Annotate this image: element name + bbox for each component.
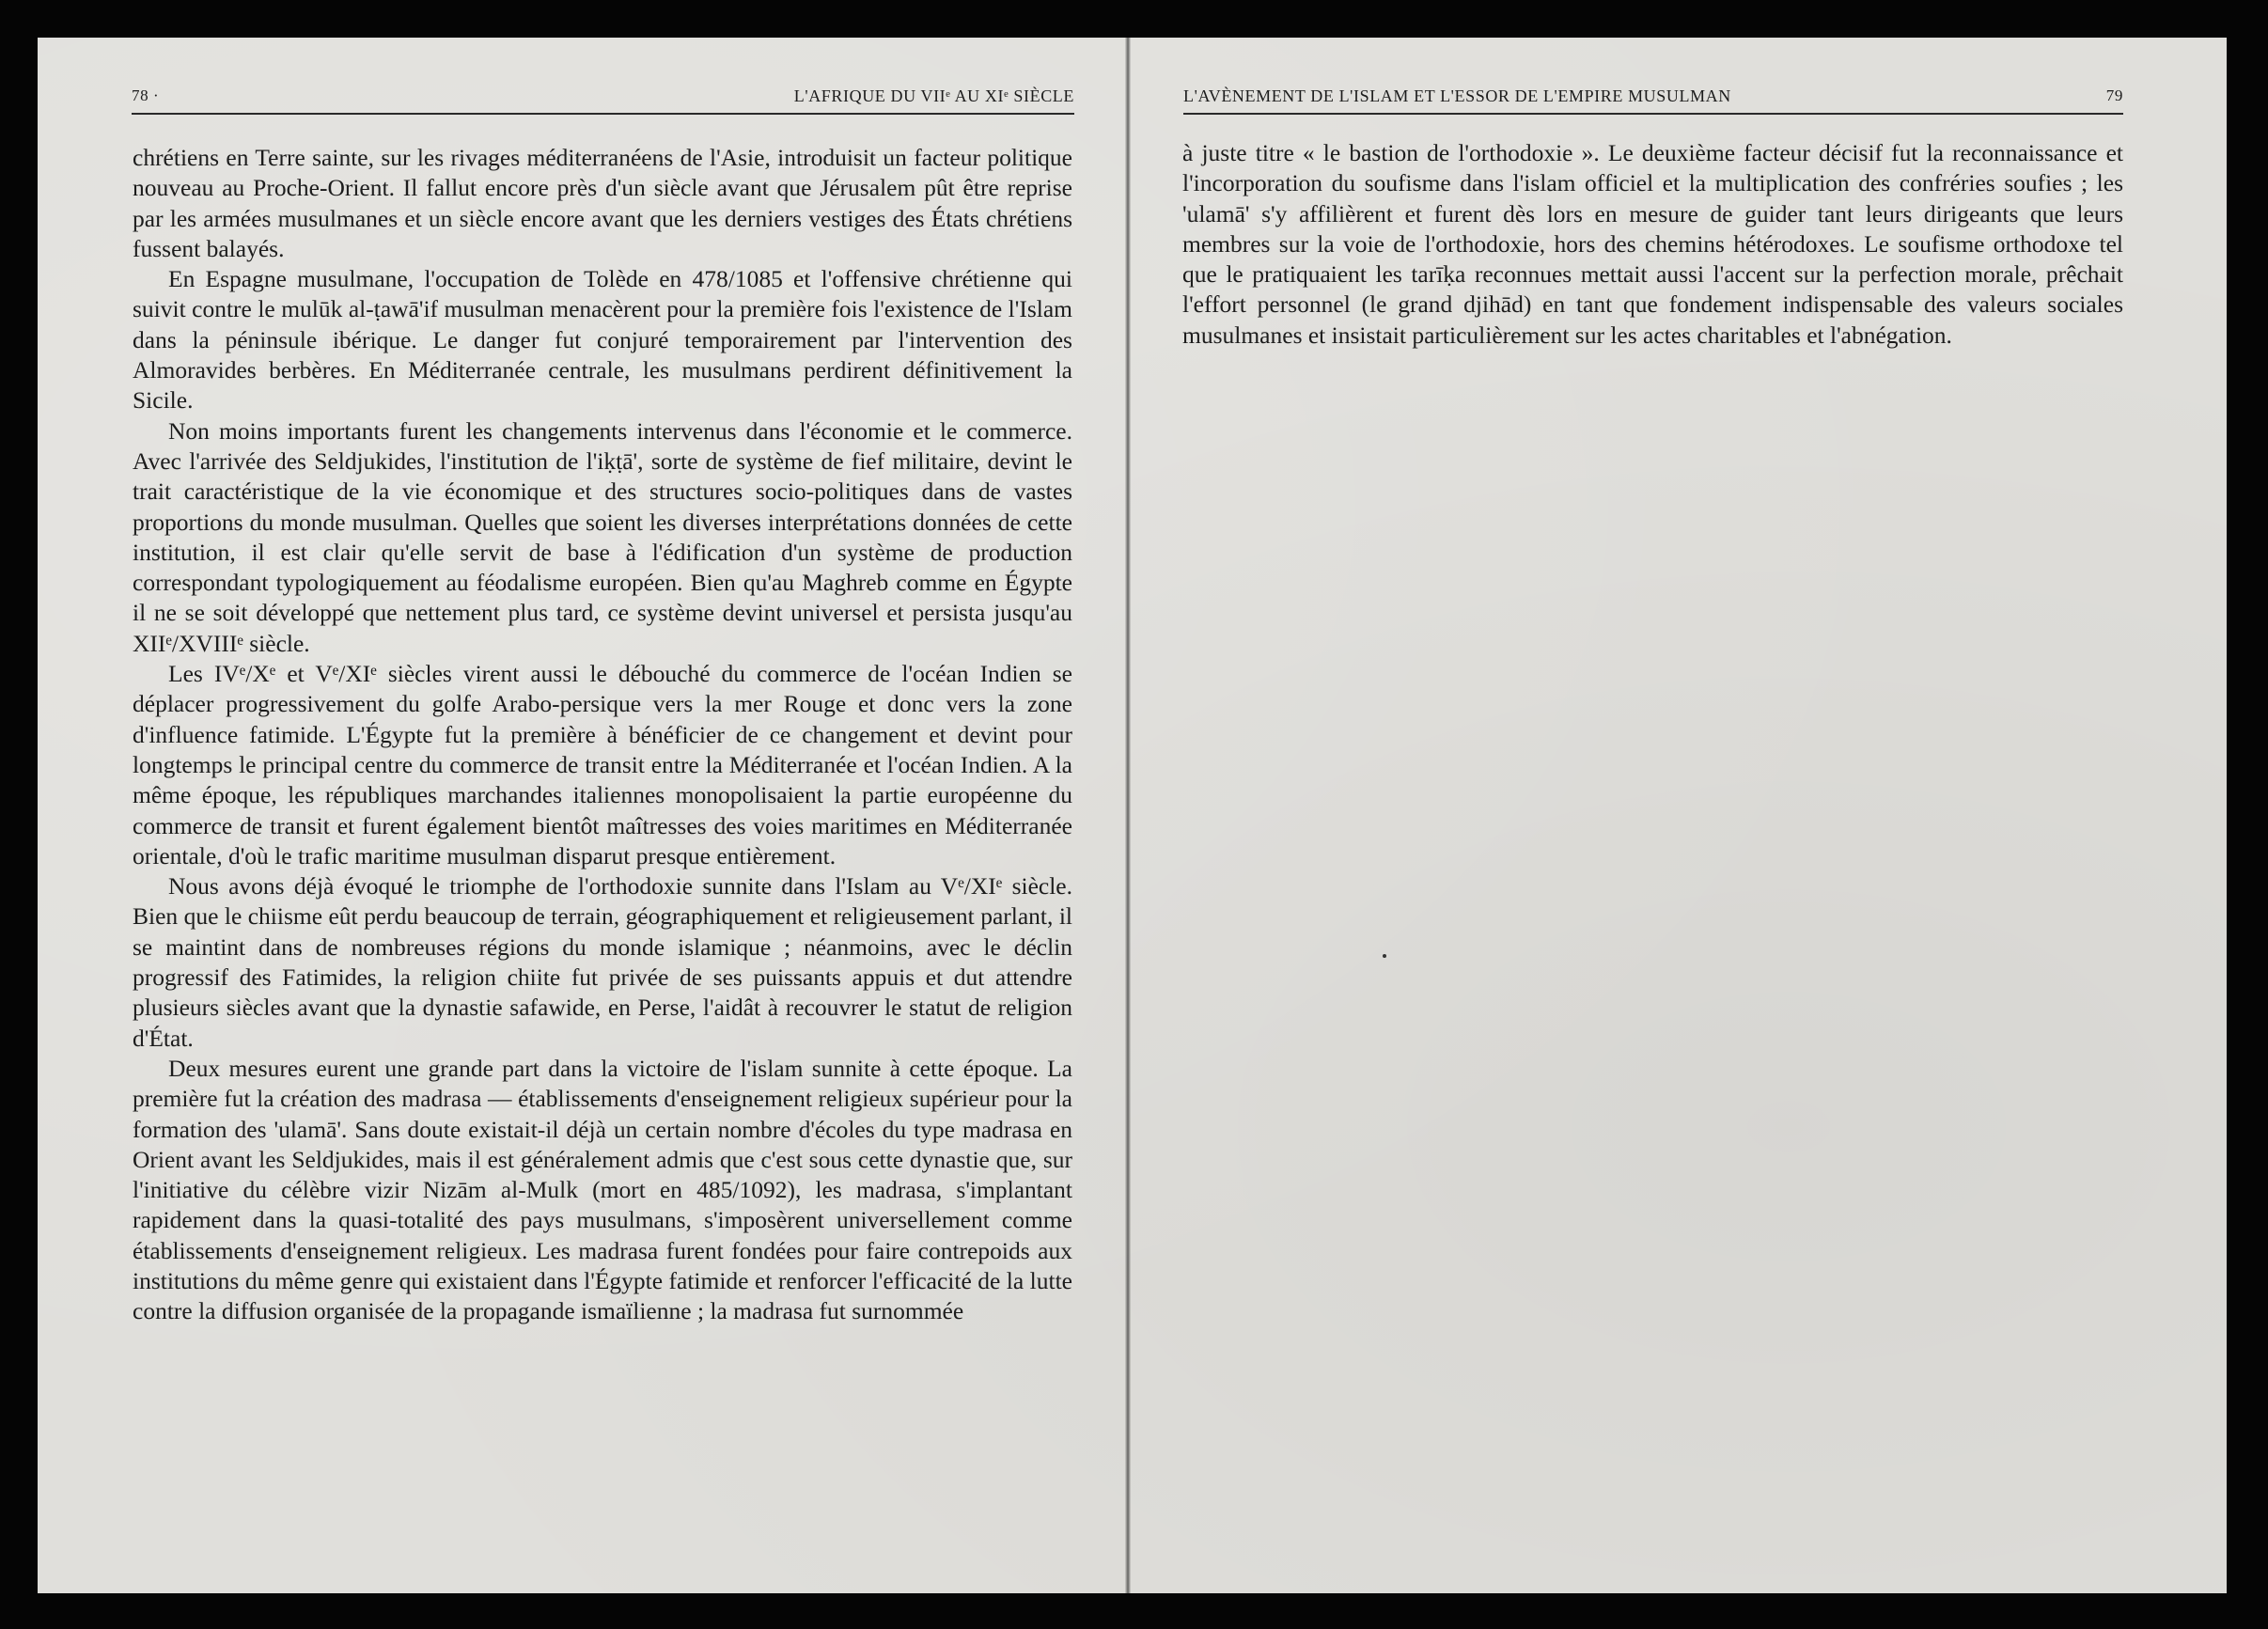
running-head-title-right: L'AVÈNEMENT DE L'ISLAM ET L'ESSOR DE L'EMPIRE MUSULMAN [1183, 86, 1731, 105]
book-spread [38, 38, 2227, 1593]
paragraph: Les IVᵉ/Xᵉ et Vᵉ/XIᵉ siècles virent aussi le débouché du commerce de l'océan Indien se déplacer progressivement du golfe Arabo-persique vers la mer Rouge et donc vers la zone d'influence fatimide. L'Égypte fut la première à bénéficier de ce changement et devint pour longtemps le principal centre du commerce de transit entre la Méditerranée et l'océan Indien. A la même époque, les républiques marchandes italiennes monopolisaient la partie européenne du commerce de transit et furent également bientôt maîtresses des voies maritimes en Méditerranée orientale, d'où le trafic maritime musulman disparut presque entièrement. [133, 660, 1072, 869]
body-text-left [133, 143, 1072, 1327]
paragraph: Non moins importants furent les changements intervenus dans l'économie et le commerce. Avec l'arrivée des Seldjukides, l'institution de l'iḳṭā', sorte de système de fief militaire, devint le trait caractéristique de la vie économique et des structures socio-politiques dans de vastes proportions du monde musulman. Quelles que soient les diverses interprétations données de cette institution, il est clair qu'elle servit de base à l'édification d'un système de production correspondant typologiquement au féodalisme européen. Bien qu'au Maghreb comme en Égypte il ne se soit développé que nettement plus tard, ce système devint universel et persista jusqu'au XIIᵉ/XVIIIᵉ siècle. [133, 416, 1072, 657]
paragraph: Deux mesures eurent une grande part dans la victoire de l'islam sunnite à cette époque. La première fut la création des madrasa — établissements d'enseignement religieux supérieur pour la formation des 'ulamā'. Sans doute existait-il déjà un certain nombre d'écoles du type madrasa en Orient avant les Seldjukides, mais il est généralement admis que c'est sous cette dynastie que, sur l'initiative du célèbre vizir Nizām al-Mulk (mort en 485/1092), les madrasa, s'implantant rapidement dans la quasi-totalité des pays musulmans, s'imposèrent universellement comme établissements d'enseignement religieux. Les madrasa furent fondées pour faire contrepoids aux institutions du même genre qui existaient dans l'Égypte fatimide et renforcer l'efficacité de la lutte contre la diffusion organisée de la propagande ismaïlienne ; la madrasa fut surnommée [133, 1054, 1072, 1325]
paragraph: chrétiens en Terre sainte, sur les rivages méditerranéens de l'Asie, introduisit un facteur politique nouveau au Proche-Orient. Il fallut encore près d'un siècle avant que Jérusalem pût être reprise par les armées musulmanes et un siècle encore avant que les derniers vestiges des États chrétiens fussent balayés. [133, 144, 1072, 262]
body-text-right [1182, 138, 2123, 351]
paragraph: Nous avons déjà évoqué le triomphe de l'orthodoxie sunnite dans l'Islam au Vᵉ/XIᵉ siècle. Bien que le chiisme eût perdu beaucoup de terrain, géographiquement et religieusement parlant, il se maintint dans de nombreuses régions du monde islamique ; néanmoins, avec le déclin progressif des Fatimides, la religion chiite fut privée de ses puissants appuis et dut attendre plusieurs siècles avant que la dynastie safawide, en Perse, l'aidât à recouvrer le statut de religion d'État. [133, 872, 1072, 1052]
right-page [1131, 38, 2227, 1593]
page-number-right: 79 [2105, 86, 2123, 104]
running-head-right [1183, 86, 2123, 115]
paper-speck [1383, 954, 1386, 958]
paragraph: à juste titre « le bastion de l'orthodoxie ». Le deuxième facteur décisif fut la reconnaissance et l'incorporation du soufisme dans l'islam officiel et la multiplication des confréries soufies ; les 'ulamā' s'y affilièrent et furent dès lors en mesure de guider tant leurs dirigeants que leurs membres sur la voie de l'orthodoxie, hors des chemins hétérodoxes. Le soufisme orthodoxe tel que le pratiquaient les tarīḳa reconnues mettait aussi l'accent sur la perfection morale, prêchait l'effort personnel (le grand djihād) en tant que fondement indispensable des valeurs sociales musulmanes et insistait particulièrement sur les actes charitables et l'abnégation. [1182, 139, 2123, 349]
left-page [38, 38, 1125, 1593]
running-head-title-left: L'AFRIQUE DU VIIᵉ AU XIᵉ SIÈCLE [793, 86, 1074, 105]
paragraph: En Espagne musulmane, l'occupation de Tolède en 478/1085 et l'offensive chrétienne qui suivit contre le mulūk al-ṭawā'if musulman menacèrent pour la première fois l'existence de l'Islam dans la péninsule ibérique. Le danger fut conjuré temporairement par l'intervention des Almoravides berbères. En Méditerranée centrale, les musulmans perdirent définitivement la Sicile. [133, 265, 1072, 415]
running-head-left [132, 86, 1074, 115]
page-number-left: 78 · [132, 86, 160, 104]
